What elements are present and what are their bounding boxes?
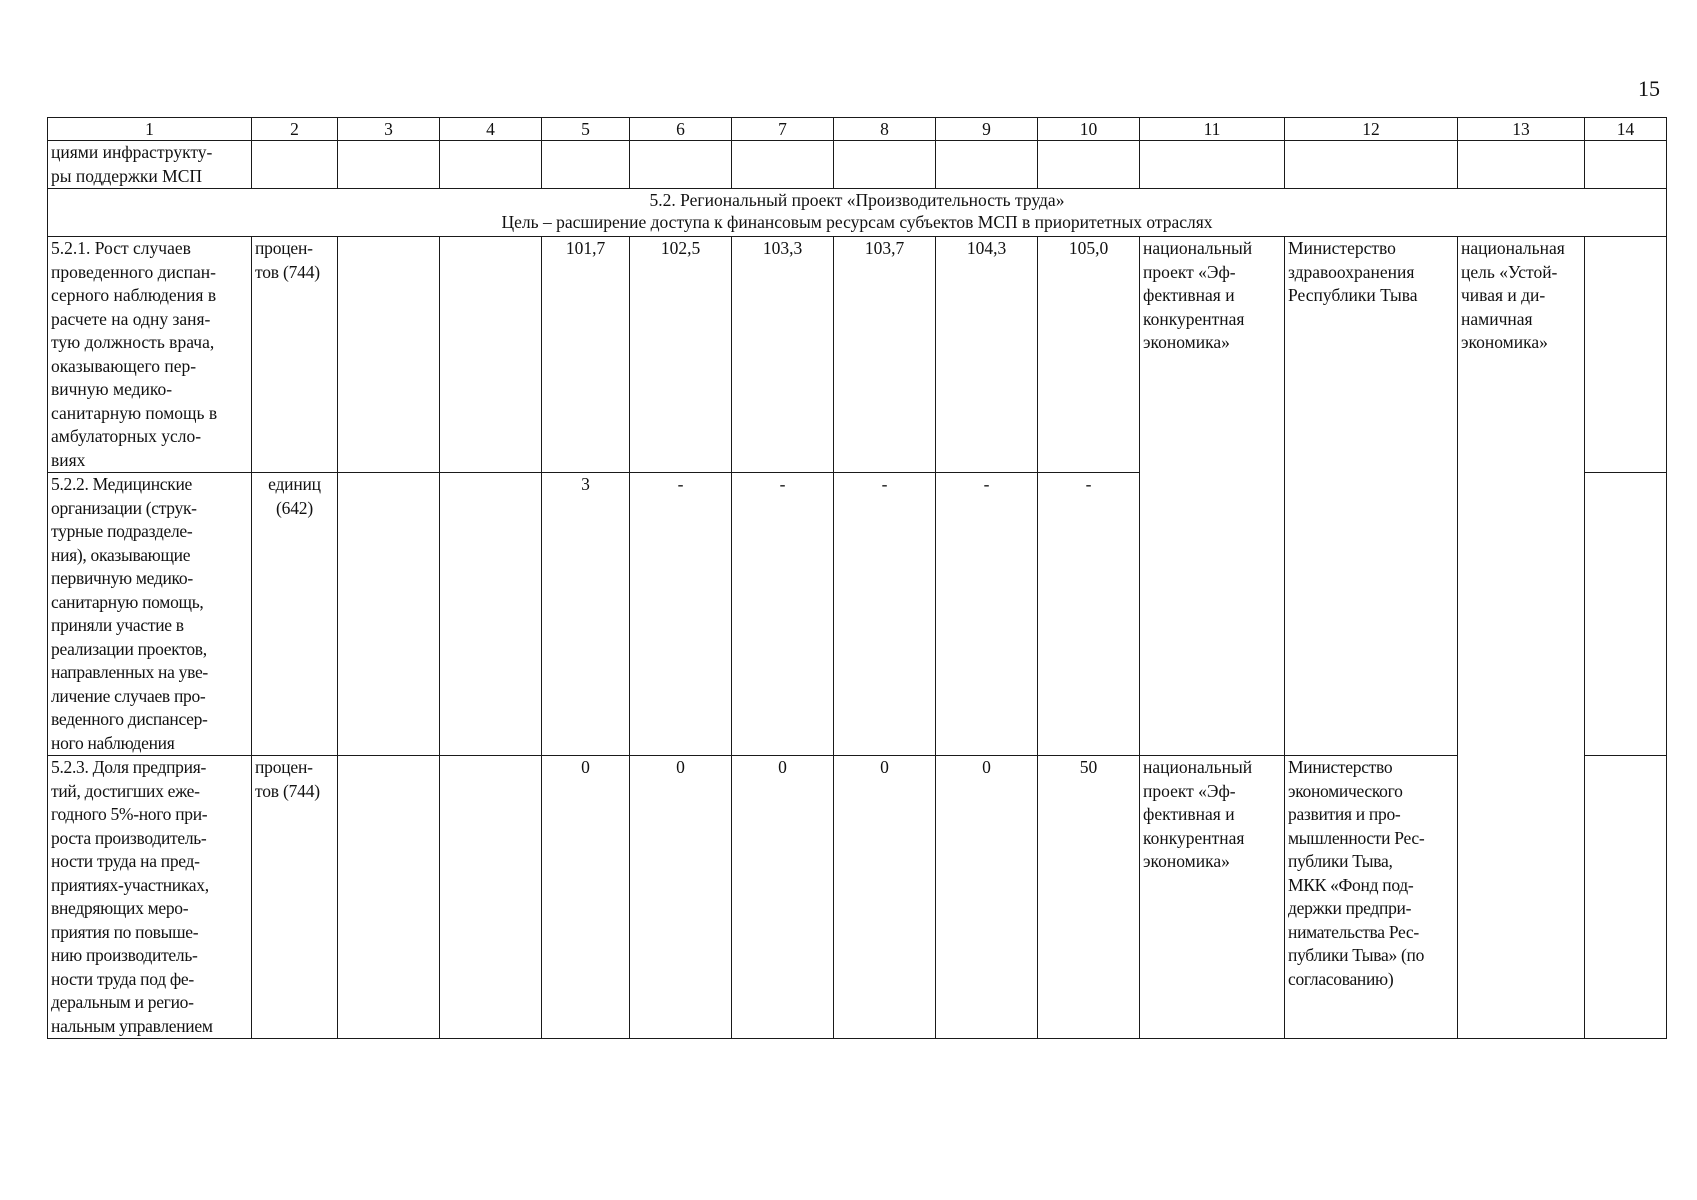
text-line: публики Тыва, xyxy=(1288,851,1393,871)
column-number: 11 xyxy=(1140,118,1285,141)
text-line: национальная xyxy=(1461,238,1565,258)
text-line: Министерство xyxy=(1288,757,1393,777)
empty-cell xyxy=(834,141,936,189)
column-number: 13 xyxy=(1458,118,1585,141)
text-line: экономика» xyxy=(1143,851,1230,871)
text-line: фективная и xyxy=(1143,285,1235,305)
value-cell: 0 xyxy=(732,756,834,1039)
text-line: серного наблюдения в xyxy=(51,285,217,305)
column-number: 14 xyxy=(1585,118,1667,141)
value-cell: 105,0 xyxy=(1038,237,1140,473)
text-line: процен- xyxy=(255,238,313,258)
empty-cell xyxy=(1585,141,1667,189)
responsible-cell xyxy=(1285,237,1458,756)
page-number: 15 xyxy=(1638,76,1660,101)
text-line: нимательства Рес- xyxy=(1288,921,1419,942)
text-line: согласованию) xyxy=(1288,968,1394,989)
empty-cell xyxy=(542,141,630,189)
text-line: здравоохранения xyxy=(1288,261,1415,282)
responsible-cell xyxy=(1285,756,1458,1039)
value-cell xyxy=(338,237,440,473)
value-cell: 50 xyxy=(1038,756,1140,1039)
value-cell: 0 xyxy=(542,756,630,1039)
text-line: нальным управлением xyxy=(51,1015,213,1036)
text-line: ния), оказывающие xyxy=(51,544,191,565)
text-line: ного наблюдения xyxy=(51,732,175,753)
column-number: 9 xyxy=(936,118,1038,141)
text-line: Министерство xyxy=(1288,238,1396,258)
text-line: веденного диспансер- xyxy=(51,709,208,729)
unit-cell xyxy=(252,473,338,756)
continuation-row xyxy=(48,141,1667,189)
empty-cell xyxy=(1038,141,1140,189)
value-cell: - xyxy=(630,473,732,756)
empty-cell xyxy=(936,141,1038,189)
column-number: 5 xyxy=(542,118,630,141)
column-number: 8 xyxy=(834,118,936,141)
text-line: тую должность врача, xyxy=(51,332,215,352)
text-line: внедряющих меро- xyxy=(51,898,189,918)
value-cell xyxy=(440,473,542,756)
value-cell: 104,3 xyxy=(936,237,1038,473)
column-number: 4 xyxy=(440,118,542,141)
text-line: национальный xyxy=(1143,757,1253,777)
text-line: мышленности Рес- xyxy=(1288,827,1425,848)
text-line: 5.2.3. Доля предприя- xyxy=(51,757,206,777)
text-line: циями инфраструкту- xyxy=(51,142,213,162)
text-line: проведенного диспан- xyxy=(51,261,216,282)
text-line: нию производитель- xyxy=(51,945,198,965)
text-line: держки предпри- xyxy=(1288,898,1412,918)
national-project-cell xyxy=(1140,237,1285,756)
column-number: 7 xyxy=(732,118,834,141)
text-line: экономического xyxy=(1288,780,1403,801)
section-heading xyxy=(48,189,1667,237)
value-cell: 0 xyxy=(630,756,732,1039)
text-line: национальный xyxy=(1143,238,1253,258)
indicator-row xyxy=(48,756,1667,1039)
value-cell: - xyxy=(1038,473,1140,756)
value-cell: 3 xyxy=(542,473,630,756)
text-line: конкурентная xyxy=(1143,308,1245,329)
empty-cell xyxy=(1585,237,1667,473)
text-line: деральным и регио- xyxy=(51,992,194,1012)
text-line: МКК «Фонд под- xyxy=(1288,874,1414,895)
text-line: приятия по повыше- xyxy=(51,921,199,942)
text-line: годного 5%-ного при- xyxy=(51,804,208,824)
text-line: экономика» xyxy=(1143,332,1230,352)
national-project-cell xyxy=(1140,756,1285,1039)
empty-cell xyxy=(1585,473,1667,756)
section-row xyxy=(48,189,1667,237)
text-line: вичную медико- xyxy=(51,379,173,399)
empty-cell xyxy=(440,141,542,189)
indicator-name xyxy=(48,473,252,756)
column-number: 6 xyxy=(630,118,732,141)
empty-cell xyxy=(1458,141,1585,189)
empty-cell xyxy=(732,141,834,189)
value-cell: 0 xyxy=(834,756,936,1039)
text-line: расчете на одну заня- xyxy=(51,308,211,329)
empty-cell xyxy=(1585,756,1667,1039)
empty-cell xyxy=(1285,141,1458,189)
text-line: Республики Тыва xyxy=(1288,285,1418,305)
section-title: 5.2. Региональный проект «Производительность труда» xyxy=(649,190,1065,210)
text-line: 5.2.2. Медицинские xyxy=(51,474,192,494)
text-line: первичную медико- xyxy=(51,568,193,588)
text-line: тий, достигших еже- xyxy=(51,780,200,801)
value-cell: 102,5 xyxy=(630,237,732,473)
text-line: единиц xyxy=(268,474,321,494)
text-line: виях xyxy=(51,449,86,470)
text-line: амбулаторных усло- xyxy=(51,426,202,446)
value-cell: - xyxy=(732,473,834,756)
text-line: фективная и xyxy=(1143,804,1235,824)
indicator-name xyxy=(48,756,252,1039)
indicators-table xyxy=(47,117,1667,1039)
text-line: ности труда на пред- xyxy=(51,851,200,871)
text-line: проект «Эф- xyxy=(1143,261,1236,282)
indicator-name xyxy=(48,141,252,189)
text-line: роста производитель- xyxy=(51,827,207,848)
column-number: 1 xyxy=(48,118,252,141)
text-line: направленных на уве- xyxy=(51,662,208,682)
text-line: развития и про- xyxy=(1288,804,1401,824)
text-line: тов (744) xyxy=(255,780,320,801)
value-cell xyxy=(440,756,542,1039)
text-line: санитарную помощь в xyxy=(51,402,218,423)
text-line: проект «Эф- xyxy=(1143,780,1236,801)
text-line: экономика» xyxy=(1461,332,1548,352)
text-line: турные подразделе- xyxy=(51,521,193,541)
column-number: 3 xyxy=(338,118,440,141)
text-line: публики Тыва» (по xyxy=(1288,945,1425,965)
text-line: цель «Устой- xyxy=(1461,261,1558,282)
text-line: процен- xyxy=(255,757,313,777)
text-line: организации (струк- xyxy=(51,497,197,518)
section-goal: Цель – расширение доступа к финансовым ресурсам субъектов МСП в приоритетных отраслях xyxy=(501,212,1213,232)
text-line: 5.2.1. Рост случаев xyxy=(51,238,191,258)
indicator-name xyxy=(48,237,252,473)
text-line: ности труда под фе- xyxy=(51,968,194,989)
national-goal-cell xyxy=(1458,237,1585,1039)
text-line: санитарную помощь, xyxy=(51,591,204,612)
value-cell: 0 xyxy=(936,756,1038,1039)
text-line: приняли участие в xyxy=(51,615,184,635)
text-line: чивая и ди- xyxy=(1461,285,1546,305)
value-cell xyxy=(440,237,542,473)
text-line: реализации проектов, xyxy=(51,638,207,659)
value-cell: 103,7 xyxy=(834,237,936,473)
unit-cell xyxy=(252,237,338,473)
text-line: конкурентная xyxy=(1143,827,1245,848)
text-line: намичная xyxy=(1461,308,1533,329)
value-cell: 103,3 xyxy=(732,237,834,473)
text-line: оказывающего пер- xyxy=(51,355,197,376)
text-line: тов (744) xyxy=(255,261,320,282)
value-cell: - xyxy=(936,473,1038,756)
text-line: приятиях-участниках, xyxy=(51,874,209,895)
column-number: 2 xyxy=(252,118,338,141)
empty-cell xyxy=(630,141,732,189)
empty-cell xyxy=(1140,141,1285,189)
text-line: (642) xyxy=(276,497,313,518)
indicator-row xyxy=(48,237,1667,473)
column-number-row xyxy=(48,118,1667,141)
text-line: ры поддержки МСП xyxy=(51,165,203,186)
value-cell xyxy=(338,756,440,1039)
value-cell xyxy=(338,473,440,756)
empty-cell xyxy=(252,141,338,189)
column-number: 12 xyxy=(1285,118,1458,141)
unit-cell xyxy=(252,756,338,1039)
value-cell: - xyxy=(834,473,936,756)
column-number: 10 xyxy=(1038,118,1140,141)
value-cell: 101,7 xyxy=(542,237,630,473)
empty-cell xyxy=(338,141,440,189)
text-line: личение случаев про- xyxy=(51,685,206,706)
